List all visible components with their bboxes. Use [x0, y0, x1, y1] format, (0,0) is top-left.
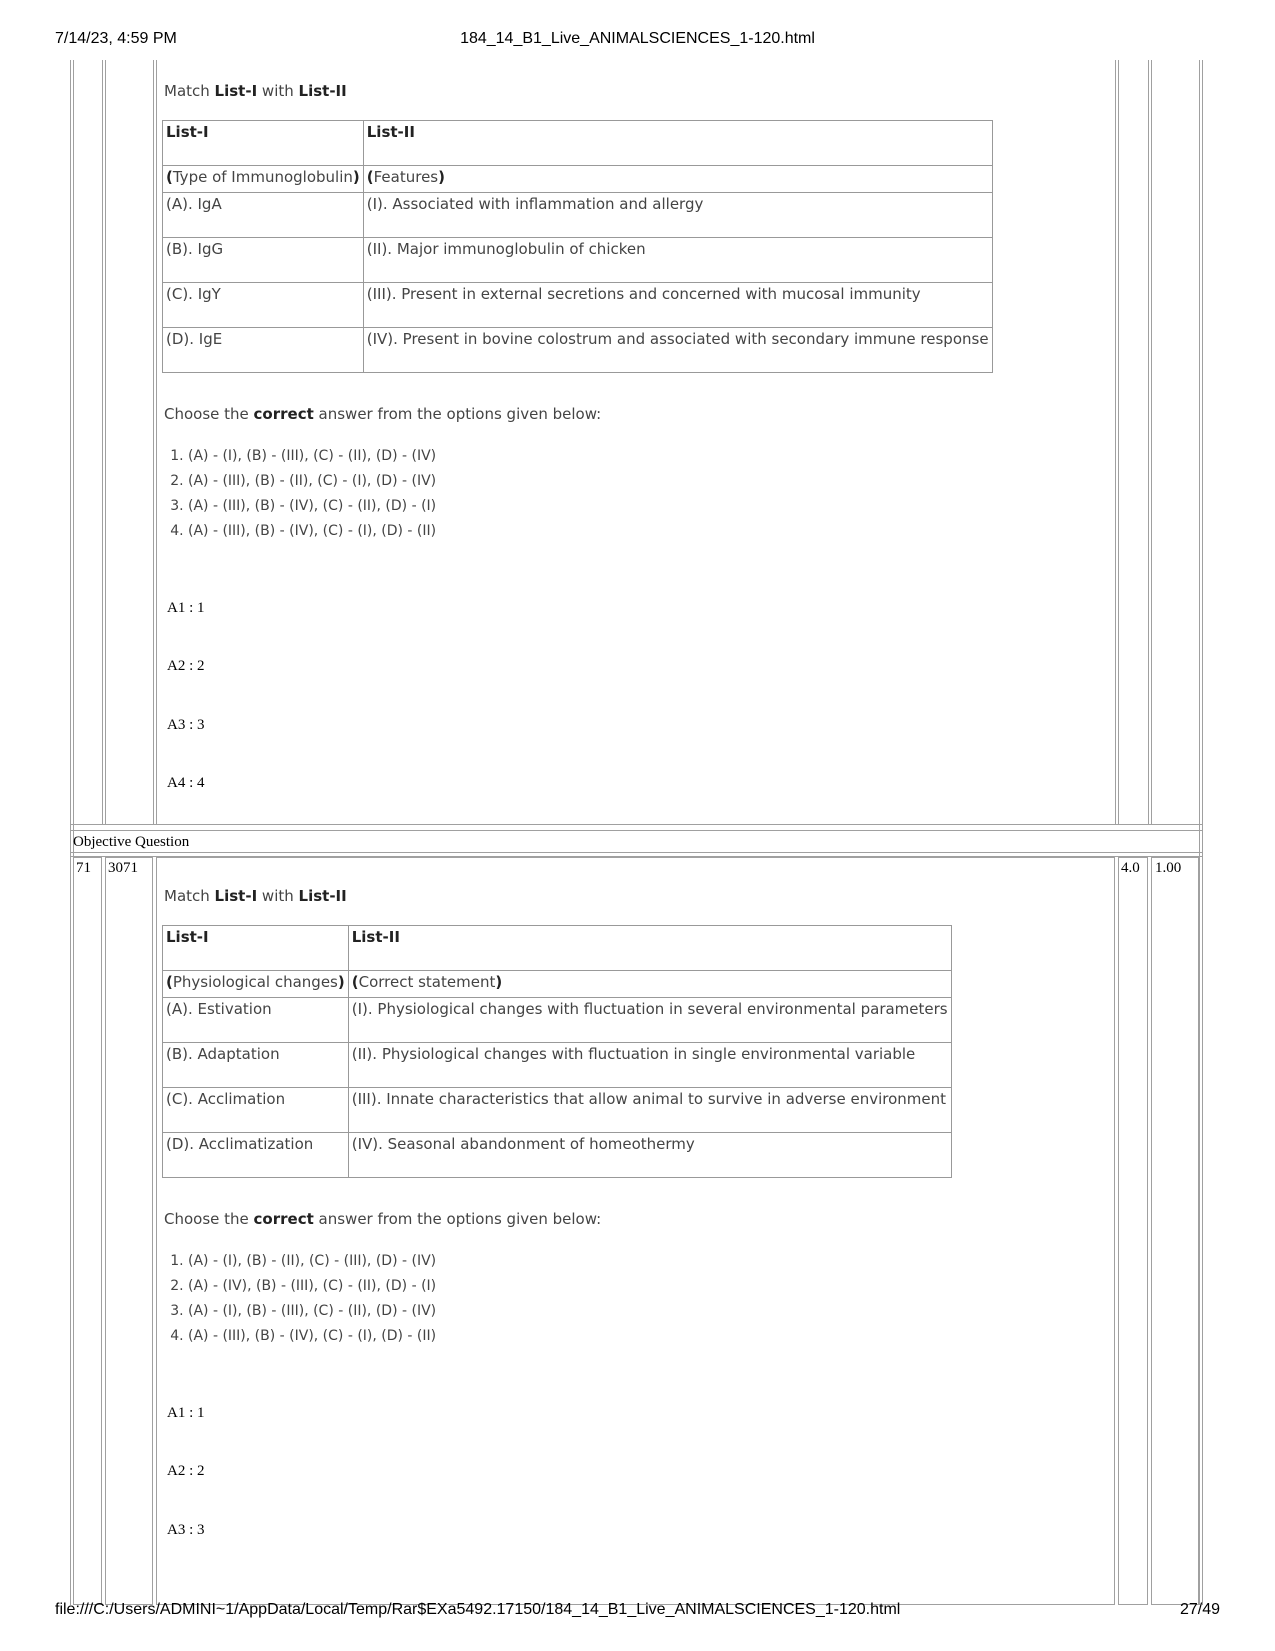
negative-marks: 1.00 — [1155, 860, 1182, 876]
table-border — [70, 852, 1203, 853]
table-row: (A). IgA (I). Associated with inflammation and allergy — [163, 193, 993, 238]
sl-no: 71 — [76, 860, 91, 876]
table-row: (B). IgG (II). Major immunoglobulin of chicken — [163, 238, 993, 283]
print-doc-title: 184_14_B1_Live_ANIMALSCIENCES_1-120.html — [460, 30, 815, 47]
table-border — [102, 60, 103, 824]
option-item: 2. (A) - (III), (B) - (II), (C) - (I), (D) - (IV) — [188, 469, 436, 494]
answer-option: A2 : 2 — [167, 658, 205, 674]
answer-option: A1 : 1 — [167, 600, 205, 616]
table-header: List-II — [351, 928, 400, 946]
option-item: 4. (A) - (III), (B) - (IV), (C) - (I), (D) - (II) — [188, 519, 436, 544]
table-header: List-I — [166, 123, 209, 141]
table-border — [70, 60, 71, 1605]
section-label: Objective Question — [73, 834, 190, 850]
options-list — [164, 1249, 436, 1349]
q-id-cell — [105, 857, 153, 1605]
table-row: (A). Estivation (I). Physiological changes with fluctuation in several environmental parameters — [163, 998, 952, 1043]
answer-option: A3 : 3 — [167, 717, 205, 733]
table-row: (D). IgE (IV). Present in bovine colostrum and associated with secondary immune response — [163, 328, 993, 373]
table-border — [153, 60, 154, 824]
table-header: List-I — [166, 928, 209, 946]
option-item: 3. (A) - (I), (B) - (III), (C) - (II), (D) - (IV) — [188, 1299, 436, 1324]
choose-instruction: Choose the correct answer from the options given below: — [164, 405, 602, 423]
table-border — [1118, 60, 1119, 824]
table-border — [1199, 60, 1200, 1605]
option-item: 1. (A) - (I), (B) - (II), (C) - (III), (D) - (IV) — [188, 1249, 436, 1274]
negative-cell — [1151, 857, 1199, 1605]
table-border — [70, 830, 1203, 831]
answer-option: A3 : 3 — [167, 1522, 205, 1538]
table-header: List-II — [366, 123, 415, 141]
option-item: 1. (A) - (I), (B) - (III), (C) - (II), (D) - (IV) — [188, 444, 436, 469]
question-stem: Match List-I with List-II — [164, 887, 347, 905]
table-row: (C). IgY (III). Present in external secretions and concerned with mucosal immunity — [163, 283, 993, 328]
print-page-number: 27/49 — [1179, 1601, 1220, 1618]
question-id: 3071 — [108, 860, 138, 876]
options-list — [164, 444, 436, 544]
table-row: (D). Acclimatization (IV). Seasonal abandonment of homeothermy — [163, 1133, 952, 1178]
table-subheader: (Features) — [363, 166, 992, 193]
print-file-path: file:///C:/Users/ADMINI~1/AppData/Local/Temp/Rar$EXa5492.17150/184_14_B1_Live_ANIMALSCIENCES_1-120.html — [55, 1601, 901, 1618]
table-border — [1202, 60, 1203, 1605]
match-table — [162, 925, 952, 1178]
marks: 4.0 — [1121, 860, 1140, 876]
match-table — [162, 120, 993, 373]
table-subheader: (Correct statement) — [348, 971, 951, 998]
table-row: (C). Acclimation (III). Innate characteristics that allow animal to survive in adverse environment — [163, 1088, 952, 1133]
print-datetime: 7/14/23, 4:59 PM — [55, 30, 177, 47]
choose-instruction: Choose the correct answer from the options given below: — [164, 1210, 602, 1228]
option-item: 2. (A) - (IV), (B) - (III), (C) - (II), (D) - (I) — [188, 1274, 436, 1299]
table-subheader: (Physiological changes) — [163, 971, 349, 998]
answer-option: A1 : 1 — [167, 1405, 205, 1421]
marks-cell — [1118, 857, 1148, 1605]
option-item: 3. (A) - (III), (B) - (IV), (C) - (II), (D) - (I) — [188, 494, 436, 519]
answer-option: A4 : 4 — [167, 775, 205, 791]
sl-no-cell — [73, 857, 102, 1605]
table-row: (B). Adaptation (II). Physiological changes with fluctuation in single environmental variable — [163, 1043, 952, 1088]
table-subheader: (Type of Immunoglobulin) — [163, 166, 364, 193]
question-stem: Match List-I with List-II — [164, 82, 347, 100]
table-border — [1115, 60, 1116, 824]
table-border — [70, 824, 1203, 825]
option-item: 4. (A) - (III), (B) - (IV), (C) - (I), (D) - (II) — [188, 1324, 436, 1349]
table-border — [105, 60, 106, 824]
table-border — [1148, 60, 1149, 824]
table-border — [1151, 60, 1152, 824]
table-border — [156, 60, 157, 824]
answer-option: A2 : 2 — [167, 1463, 205, 1479]
